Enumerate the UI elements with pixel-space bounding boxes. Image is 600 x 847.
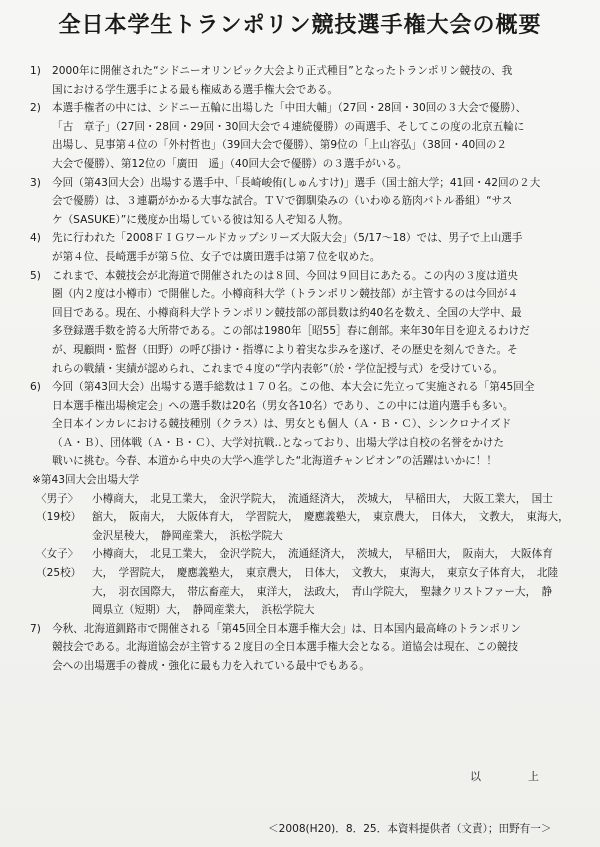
text-line: 大， 羽衣国際大， 帯広畜産大， 東洋大， 法政大， 青山学院大， 聖隷クリストファー大， 静 <box>92 585 553 598</box>
item-text <box>52 229 586 266</box>
item-number: 6) <box>30 381 41 394</box>
closing-mark <box>470 768 570 784</box>
item-number: 7) <box>30 622 41 635</box>
item-number: 4) <box>30 232 41 245</box>
item-text <box>52 62 586 99</box>
item-text <box>52 267 586 379</box>
text-line: 小樽商大， 北見工業大， 金沢学院大， 流通経済大， 茨城大， 早稲田大， 阪南大， 大阪体育 <box>92 548 553 561</box>
numbered-item-4 <box>30 229 586 266</box>
text-line: 全日本インカレにおける競技種別（クラス）は、男女とも個人（Ａ・Ｂ・Ｃ）、シンクロナイズド <box>52 418 512 431</box>
item-text <box>52 378 586 471</box>
men-universities <box>30 490 586 546</box>
closing-char-1: 以 <box>470 770 481 783</box>
item-text <box>52 620 586 676</box>
women-universities <box>30 545 586 619</box>
text-line: 岡県立（短期）大， 静岡産業大， 浜松学院大 <box>92 604 315 617</box>
text-line: 小樽商大， 北見工業大， 金沢学院大， 流通経済大， 茨城大， 早稲田大， 大阪工業大， 国士 <box>92 492 553 505</box>
numbered-item-1 <box>30 62 586 99</box>
text-line: 日本選手権出場検定会」への選手数は20名（男女各10名）であり、この中には道内選手も多い。 <box>52 399 514 412</box>
item-number: 2) <box>30 102 41 115</box>
numbered-items <box>30 62 586 471</box>
text-line: 出場し、見事第４位の「外村哲也」（39回大会で優勝）、第9位の「上山容弘」（38回・40回の２ <box>52 139 508 152</box>
men-label-block <box>36 490 92 546</box>
text-line: 2000年に開催された“シドニーオリンピック大会より正式種目”となったトランポリン競技の、我 <box>52 65 513 77</box>
text-line: 金沢星稜大， 静岡産業大， 浜松学院大 <box>92 529 283 542</box>
text-line: 本選手権者の中には、シドニー五輪に出場した「中田大輔」（27回・28回・30回の３大会で優勝）、 <box>52 102 527 115</box>
text-line: 会への出場選手の養成・強化に最も力を入れている最中でもある。 <box>52 660 370 672</box>
numbered-item-6 <box>30 378 586 471</box>
document-title: 全日本学生トランポリン競技選手権大会の概要 <box>58 13 542 38</box>
text-line: 今回（第43回大会）出場する選手総数は１７０名。この他、本大会に先立って実施される「第45回全 <box>52 381 535 394</box>
closing-char-2: 上 <box>528 770 539 783</box>
text-line: 競技会である。北海道協会が主管する２度目の全日本選手権大会となる。道協会は現在、この競技 <box>52 641 519 654</box>
text-line: れらの戦績・実績が認められ、これまで４度の“学内表彰”（於・学位記授与式）を受けている。 <box>52 362 504 375</box>
text-line: が、現顧問・監督（田野）の呼び掛け・指導により着実な歩みを遂げ、その歴史を刻んできた。そ <box>52 343 518 356</box>
item-number: 1) <box>30 65 41 77</box>
text-line: 戦いに挑む。今春、本道から中央の大学へ進学した“北海道チャンピオン”の活躍はいかに！！ <box>52 455 497 468</box>
text-line: 会で優勝）は、３連覇がかかる大事な試合。ＴＶで御馴染みの（いわゆる筋肉バトル番組）“サス <box>52 195 513 208</box>
text-line: 先に行われた「2008ＦＩＧワールドカップシリーズ大阪大会」（5/17～18）では、男子で上山選手 <box>52 232 523 245</box>
item-number: 3) <box>30 176 41 189</box>
text-line: 圏（内２度は小樽市）で開催した。小樽商科大学（トランポリン競技部）が主管するのは今回が４ <box>52 288 519 301</box>
text-line: 今秋、北海道釧路市で開催される「第45回全日本選手権大会」は、日本国内最高峰のトランポリン <box>52 622 522 635</box>
item-text <box>52 174 586 230</box>
numbered-item-5 <box>30 267 586 379</box>
text-line: これまで、本競技会が北海道で開催されたのは８回、今回は９回目にあたる。この内の３度は道央 <box>52 269 518 282</box>
text-line: 回目である。現在、小樽商科大学トランポリン競技部の部員数は約40名を数え、全国の大学中、最 <box>52 306 522 319</box>
text-line: 大会で優勝）、第12位の「廣田 遥」（40回大会で優勝）の３選手がいる。 <box>52 157 408 170</box>
numbered-item-3 <box>30 174 586 230</box>
text-line: が第４位、長崎選手が第５位、女子では廣田選手は第７位を収めた。 <box>52 250 381 263</box>
numbered-item-2 <box>30 99 586 173</box>
item-number: 5) <box>30 269 41 282</box>
text-line: 舘大， 阪南大， 大阪体育大， 学習院大， 慶應義塾大， 東京農大， 日体大， 文教大， 東海大， <box>92 511 569 524</box>
men-count: （19校） <box>36 511 82 524</box>
women-university-list <box>92 545 558 619</box>
women-label: 〈女子〉 <box>36 548 79 561</box>
document-body <box>30 62 586 676</box>
text-line: 国における学生選手による最も権威ある選手権大会である。 <box>52 83 339 96</box>
numbered-item-7 <box>30 620 586 676</box>
women-label-block <box>36 545 92 619</box>
text-line: （Ａ・Ｂ）、団体戦（Ａ・Ｂ・Ｃ）、大学対抗戦‥となっており、出場大学は自校の名誉をかけた <box>52 436 504 449</box>
universities-heading: ※第43回大会出場大学 <box>32 474 140 487</box>
men-university-list <box>92 490 569 546</box>
text-line: 多登録選手数を誇る大所帯である。この部は1980年［昭55］春に創部。来年30年目を迎えるわけだ <box>52 325 530 338</box>
women-count: （25校） <box>36 567 82 580</box>
text-line: 大， 学習院大， 慶應義塾大， 東京農大， 日体大， 文教大， 東海大， 東京女子体育大， 北陸 <box>92 567 559 580</box>
men-label: 〈男子〉 <box>36 492 79 505</box>
text-line: ケ（SASUKE）”に幾度か出場している彼は知る人ぞ知る人物。 <box>52 213 349 226</box>
document-footer: ＜2008(H20)．8．25．本資料提供者（文責）；田野有一＞ <box>268 823 552 835</box>
item-text <box>52 99 586 173</box>
text-line: 「古 章子」（27回・28回・29回・30回大会で４連続優勝）の両選手、そしてこの度の北京五輪に <box>52 120 525 133</box>
text-line: 今回（第43回大会）出場する選手中、「長崎峻侑(しゅんすけ)」選手（国士舘大学；41回・42回の２大 <box>52 176 541 189</box>
universities-section <box>30 471 586 620</box>
